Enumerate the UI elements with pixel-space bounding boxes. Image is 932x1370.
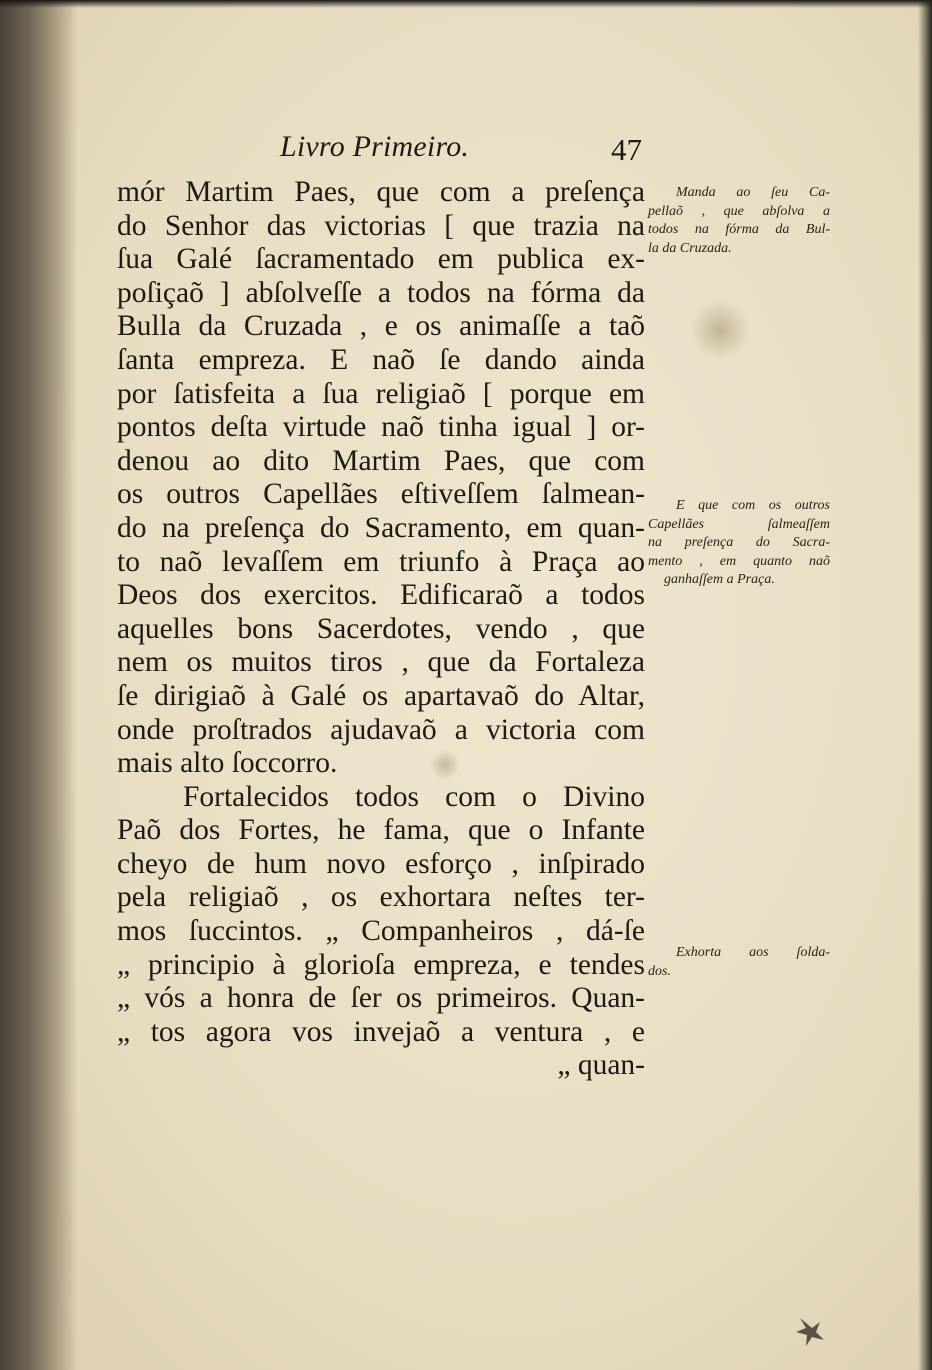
margin-note (648, 944, 830, 981)
text-line: pontos deſta virtude naõ tinha igual ] or- (117, 411, 645, 444)
margin-note-line: na preſença do Sacra- (648, 535, 830, 550)
margin-note-line: pellaõ , que abſolva a (648, 203, 830, 219)
page-top-edge (0, 0, 932, 8)
text-line: mos ſuccintos. „ Companheiros , dá-ſe (117, 915, 645, 948)
margin-note-line: Capellães ſalmeaſſem (648, 516, 830, 532)
paper-stain (690, 300, 750, 360)
text-line: „ principio à glorioſa empreza, e tendes (117, 948, 645, 981)
margin-note-line: ganhaſſem a Praça. (664, 572, 775, 587)
ink-blot (790, 1310, 830, 1350)
text-line: ſe dirigiaõ à Galé os apartavaõ do Altar, (117, 679, 645, 712)
text-line: Paõ dos Fortes, he fama, que o Infante (117, 814, 645, 847)
margin-note-line: mento , em quanto naõ (648, 553, 830, 569)
text-line: cheyo de hum novo esforço , inſpirado (117, 847, 645, 880)
margin-note-line: Manda ao ſeu Ca- (676, 185, 830, 200)
margin-note-line: E que com os outros (676, 498, 830, 513)
body-text (117, 176, 645, 1083)
margin-note-line: dos. (648, 963, 671, 979)
page-number: 47 (611, 132, 642, 167)
margin-note (648, 184, 830, 258)
text-line: „ tos agora vos invejaõ a ventura , e (117, 1015, 645, 1048)
text-line: Deos dos exercitos. Edificaraõ a todos (117, 579, 645, 612)
binding-gutter (0, 0, 78, 1370)
catchword: „ quan- (557, 1049, 645, 1082)
margin-note-line: Exhorta aos ſolda- (676, 945, 830, 960)
text-line: aquelles bons Sacerdotes, vendo , que (117, 612, 645, 645)
text-line: nem os muitos tiros , que da Fortaleza (117, 646, 645, 679)
text-line: „ vós a honra de ſer os primeiros. Quan- (117, 982, 645, 1015)
text-line: ſua Galé ſacramentado em publica ex- (117, 243, 645, 276)
margin-note-line: todos na fórma da Bul- (648, 222, 830, 237)
text-line: por ſatisfeita a ſua religiaõ [ porque em (117, 377, 645, 410)
text-line: os outros Capellães eſtiveſſem ſalmean- (117, 478, 645, 511)
text-line: pela religiaõ , os exhortara neſtes ter- (117, 881, 645, 914)
text-line: do Senhor das victorias [ que trazia na (117, 209, 645, 242)
running-title: Livro Primeiro. (280, 130, 470, 163)
text-line: to naõ levaſſem em triunfo à Praça ao (117, 545, 645, 578)
text-line: mais alto ſoccorro. (117, 747, 338, 780)
text-line: ſanta empreza. E naõ ſe dando ainda (117, 343, 645, 376)
text-line: denou ao dito Martim Paes, que com (117, 444, 645, 477)
margin-note (648, 497, 830, 590)
text-line: poſiçaõ ] abſolveſſe a todos na fórma da (117, 276, 645, 309)
page-right-edge (918, 0, 932, 1370)
text-line: Bulla da Cruzada , e os animaſſe a taõ (117, 310, 645, 343)
text-line: mór Martim Paes, que com a preſença (117, 176, 645, 208)
paragraph-start-line: Fortalecidos todos com o Divino (183, 780, 645, 813)
text-line: onde proſtrados ajudavaõ a victoria com (117, 713, 645, 746)
page-header (280, 130, 650, 174)
text-line: do na preſença do Sacramento, em quan- (117, 511, 645, 544)
margin-note-line: la da Cruzada. (648, 240, 732, 256)
